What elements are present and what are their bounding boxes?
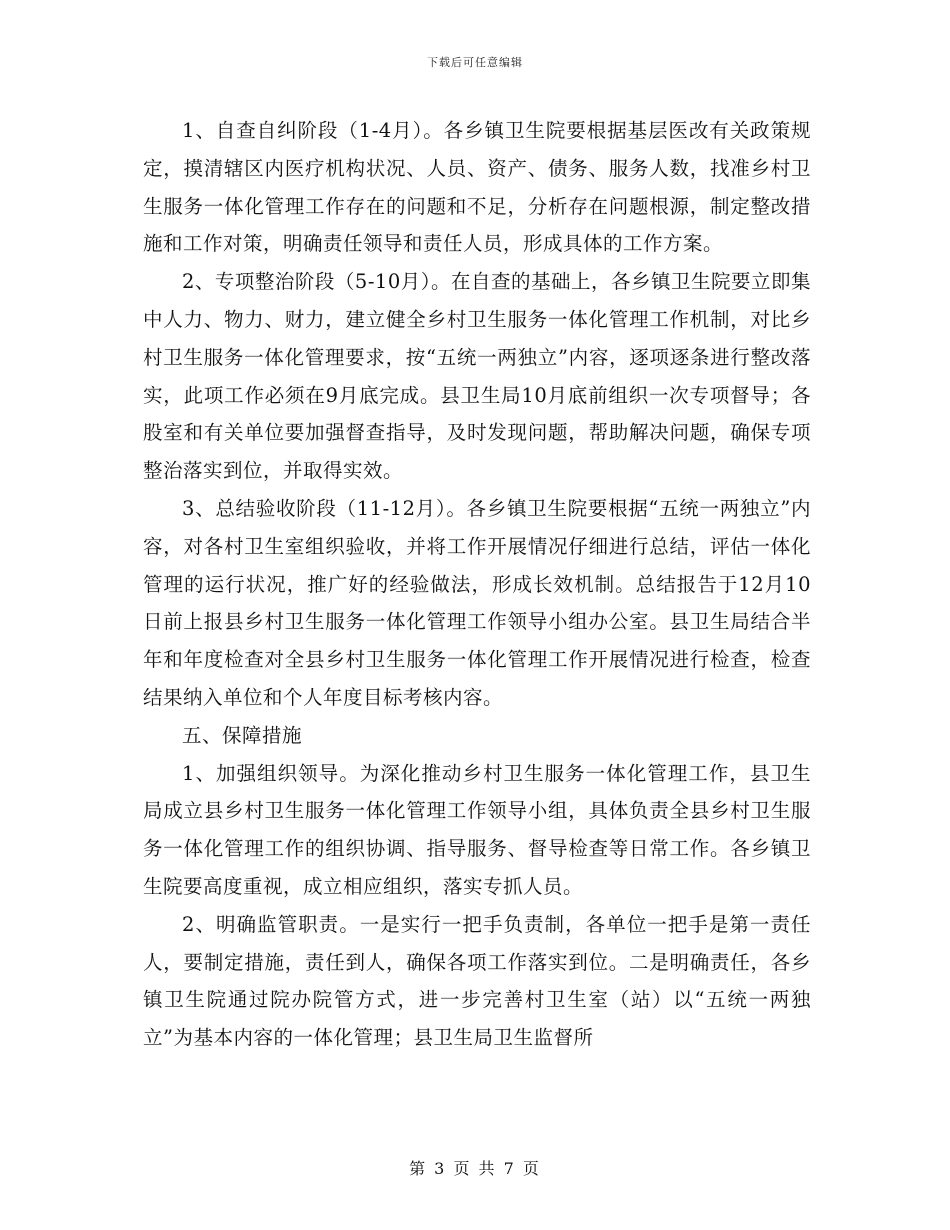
paragraph-organization-leadership: 1、加强组织领导。为深化推动乡村卫生服务一体化管理工作，县卫生局成立县乡村卫生服务一体化管理工作领导小组，具体负责全县乡村卫生服务一体化管理工作的组织协调、指导服务、督导检查等日常工作。各乡镇卫生院要高度重视，成立相应组织，落实专抓人员。 (143, 761, 811, 898)
section-heading-safeguards: 五、保障措施 (182, 723, 303, 747)
document-body (143, 112, 811, 1057)
paragraph-supervision-duties: 2、明确监管职责。一是实行一把手负责制，各单位一把手是第一责任人，要制定措施，责任到人，确保各项工作落实到位。二是明确责任，各乡镇卫生院通过院办院管方式，进一步完善村卫生室（站）以“五统一两独立”为基本内容的一体化管理；县卫生局卫生监督所 (143, 912, 811, 1050)
page-footer: 第 3 页 共 7 页 (409, 1159, 541, 1178)
paragraph-stage-self-check: 1、自查自纠阶段（1-4月）。各乡镇卫生院要根据基层医改有关政策规定，摸清辖区内医疗机构状况、人员、资产、债务、服务人数，找准乡村卫生服务一体化管理工作存在的问题和不足，分析存在问题根源，制定整改措施和工作对策，明确责任领导和责任人员，形成具体的工作方案。 (143, 119, 811, 256)
paragraph-stage-rectification: 2、专项整治阶段（5-10月）。在自查的基础上，各乡镇卫生院要立即集中人力、物力、财力，建立健全乡村卫生服务一体化管理工作机制，对比乡村卫生服务一体化管理要求，按“五统一两独立”内容，逐项逐条进行整改落实，此项工作必须在9月底完成。县卫生局10月底前组织一次专项督导；各股室和有关单位要加强督查指导，及时发现问题，帮助解决问题，确保专项整治落实到位，并取得实效。 (143, 270, 811, 483)
page-header: 下载后可任意编辑 (427, 56, 523, 69)
paragraph-stage-acceptance: 3、总结验收阶段（11-12月）。各乡镇卫生院要根据“五统一两独立”内容，对各村卫生室组织验收，并将工作开展情况仔细进行总结，评估一体化管理的运行状况，推广好的经验做法，形成长效机制。总结报告于12月10日前上报县乡村卫生服务一体化管理工作领导小组办公室。县卫生局结合半年和年度检查对全县乡村卫生服务一体化管理工作开展情况进行检查，检查结果纳入单位和个人年度目标考核内容。 (143, 496, 811, 709)
